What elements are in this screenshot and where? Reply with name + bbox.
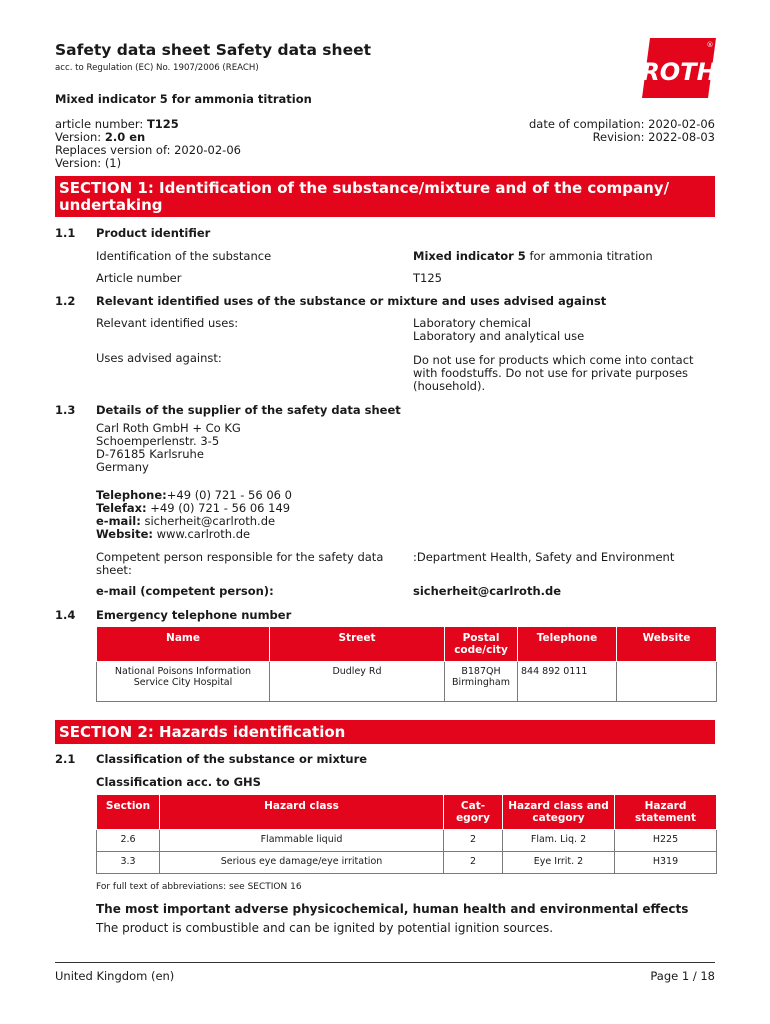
article-number-label: article number: — [55, 117, 147, 131]
document-meta-right — [529, 118, 715, 144]
use-item: Laboratory chemical — [413, 316, 531, 330]
subsection-number: 1.1 — [55, 226, 76, 240]
competent-email-label: e-mail (competent person): — [96, 584, 274, 598]
competent-person-value: :Department Health, Safety and Environment — [413, 550, 675, 564]
identification-label: Identification of the substance — [96, 249, 272, 263]
table-cell: Flammable liquid — [160, 830, 444, 852]
subsection-number: 1.3 — [55, 403, 76, 417]
table-header: Hazard class — [160, 795, 444, 830]
table-cell: Eye Irrit. 2 — [503, 852, 615, 874]
table-header: Cat-egory — [444, 795, 503, 830]
identified-uses-value — [413, 317, 584, 343]
emergency-contacts-table — [96, 626, 717, 702]
table-header-row — [97, 795, 717, 830]
section-2-heading: SECTION 2: Hazards identification — [55, 720, 715, 744]
table-row — [97, 852, 717, 874]
table-row — [97, 662, 717, 702]
supplier-address — [96, 422, 241, 474]
table-cell: 2.6 — [97, 830, 160, 852]
table-cell: Serious eye damage/eye irritation — [160, 852, 444, 874]
table-cell — [617, 662, 717, 702]
table-cell: H225 — [615, 830, 717, 852]
article-value: T125 — [413, 271, 442, 285]
ghs-classification-title: Classification acc. to GHS — [96, 775, 261, 789]
table-header: Postal code/city — [445, 627, 518, 662]
effects-text: The product is combustible and can be ignited by potential ignition sources. — [96, 921, 554, 935]
logo-text: ROTH — [642, 58, 716, 86]
article-label: Article number — [96, 271, 182, 285]
supplier-contacts — [96, 489, 292, 541]
subsection-number: 1.4 — [55, 608, 76, 622]
identification-value — [413, 250, 653, 263]
text-line: Competent person responsible for the safety data — [96, 550, 384, 564]
table-cell: Dudley Rd — [270, 662, 445, 702]
subsection-title: Classification of the substance or mixture — [96, 752, 368, 766]
uses-advised-against-value — [413, 354, 694, 393]
table-cell: Flam. Liq. 2 — [503, 830, 615, 852]
telephone-value: +49 (0) 721 - 56 06 0 — [166, 488, 292, 502]
table-header: Section — [97, 795, 160, 830]
competent-email-value[interactable]: sicherheit@carlroth.de — [413, 584, 562, 598]
table-header: Telephone — [518, 627, 617, 662]
regulation-subtitle: acc. to Regulation (EC) No. 1907/2006 (REACH) — [55, 63, 259, 73]
subsection-title: Relevant identified uses of the substance or mixture and uses advised against — [96, 294, 607, 308]
table-row — [97, 830, 717, 852]
email-link[interactable]: sicherheit@carlroth.de — [140, 514, 276, 528]
section-1-heading: SECTION 1: Identification of the substance/mixture and of the company/ undertaking — [55, 176, 715, 217]
document-meta-left — [55, 118, 241, 170]
table-header: Name — [97, 627, 270, 662]
product-name: Mixed indicator 5 for ammonia titration — [55, 92, 312, 106]
identification-value-bold: Mixed indicator 5 — [413, 249, 526, 263]
table-header-row — [97, 627, 717, 662]
address-line: Schoemperlenstr. 3-5 — [96, 434, 220, 448]
table-header: Street — [270, 627, 445, 662]
table-header: Website — [617, 627, 717, 662]
footer-locale: United Kingdom (en) — [55, 969, 175, 983]
identification-value-rest: for ammonia titration — [525, 249, 653, 263]
table-header: Hazard class and category — [503, 795, 615, 830]
logo-registered-mark: ® — [706, 41, 714, 49]
effects-title: The most important adverse physicochemical, human health and environmental effects — [96, 902, 689, 916]
table-cell: B187QH Birmingham — [445, 662, 518, 702]
roth-logo — [642, 38, 716, 98]
address-line: D-76185 Karlsruhe — [96, 447, 204, 461]
table-cell: National Poisons Information Service City Hospital — [97, 662, 270, 702]
uses-advised-against-label: Uses advised against: — [96, 351, 222, 365]
use-item: Laboratory and analytical use — [413, 329, 585, 343]
email-label: e-mail: — [96, 514, 141, 528]
website-label: Website: — [96, 527, 153, 541]
footer-divider — [55, 962, 715, 963]
article-number-value: T125 — [146, 117, 179, 131]
telefax-label: Telefax: — [96, 501, 147, 515]
table-cell: 2 — [444, 852, 503, 874]
page-title: Safety data sheet Safety data sheet — [55, 41, 372, 59]
address-line: Carl Roth GmbH + Co KG — [96, 421, 241, 435]
abbreviations-note: For full text of abbreviations: see SECTION 16 — [96, 882, 302, 892]
version-number: Version: (1) — [55, 156, 122, 170]
version-value: 2.0 en — [104, 130, 146, 144]
subsection-title: Details of the supplier of the safety data sheet — [96, 403, 401, 417]
telefax-value: +49 (0) 721 - 56 06 149 — [146, 501, 291, 515]
telephone-label: Telephone: — [96, 488, 167, 502]
website-link[interactable]: www.carlroth.de — [153, 527, 251, 541]
text-line: (household). — [413, 379, 486, 393]
identified-uses-label: Relevant identified uses: — [96, 316, 239, 330]
version-label: Version: — [55, 130, 105, 144]
text-line: sheet: — [96, 563, 132, 577]
text-line: with foodstuffs. Do not use for private purposes — [413, 366, 689, 380]
table-header: Hazard statement — [615, 795, 717, 830]
text-line: Do not use for products which come into contact — [413, 353, 694, 367]
table-cell: 2 — [444, 830, 503, 852]
ghs-classification-table — [96, 794, 717, 874]
subsection-number: 1.2 — [55, 294, 76, 308]
table-cell: 844 892 0111 — [518, 662, 617, 702]
competent-person-label — [96, 551, 383, 577]
subsection-number: 2.1 — [55, 752, 76, 766]
subsection-title: Emergency telephone number — [96, 608, 292, 622]
address-line: Germany — [96, 460, 149, 474]
page-number: Page 1 / 18 — [650, 969, 715, 983]
subsection-title: Product identifier — [96, 226, 211, 240]
table-cell: 3.3 — [97, 852, 160, 874]
table-cell: H319 — [615, 852, 717, 874]
revision-date: Revision: 2022-08-03 — [592, 130, 715, 144]
replaces-version: Replaces version of: 2020-02-06 — [55, 143, 241, 157]
compilation-date: date of compilation: 2020-02-06 — [528, 117, 715, 131]
